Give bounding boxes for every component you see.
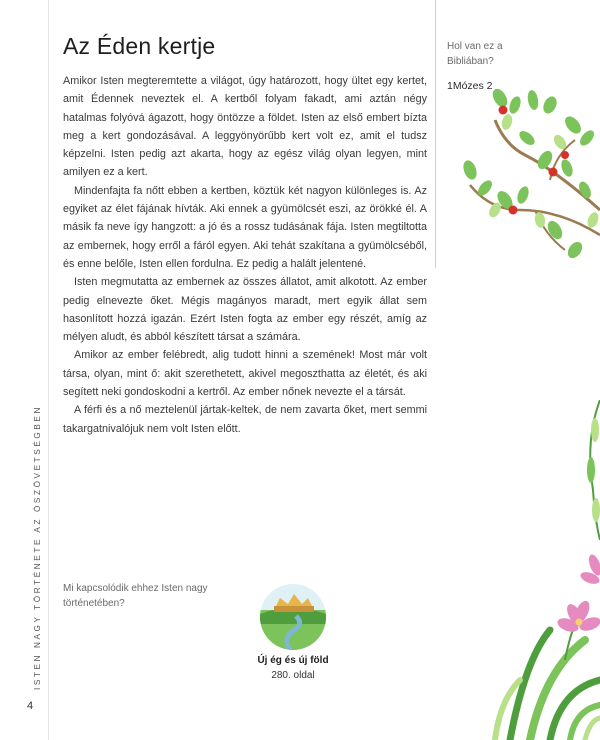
paragraph-1: Amikor Isten megteremtette a világot, úgy határozott, hogy ültet egy kertet, amit Édennek neveztek el. A kertből folyam fakadt, ami aztán négy hatalmas folyóvá ágazott, hogy öntözze a földet. Isten az első embert bízta meg a kert gondozásával. A leggyönyörűbb kert volt ez, amit el tudsz képzelni. Isten pedig azt akarta, hogy az egész világ olyan legyen, mint amilyen ez a kert. — [63, 75, 427, 179]
related-story-title[interactable]: Új ég és új föld — [257, 655, 329, 666]
edge-leaves-illustration — [555, 400, 600, 540]
page-title: Az Éden kertje — [63, 33, 216, 59]
connection-question: Mi kapcsolódik ehhez Isten nagy történetében? — [63, 583, 208, 609]
bible-reference: 1Mózes 2 — [447, 80, 493, 92]
story-text — [63, 72, 427, 438]
page-number: 4 — [27, 700, 34, 712]
paragraph-2: Mindenfajta fa nőtt ebben a kertben, köztük két nagyon különleges is. Az egyiket az élet fájának hívták. Aki ennek a gyümölcsét eszi, az örökké él. A másik fa neve így hangzott: a jó és a rossz tudásának fája. Isten megtiltotta az embernek, hogy erről a fáról egyen. Aki tehát szakítana a gyümölcséből, és enne belőle, Isten ellen fordulna. Ez pedig a halált jelentené. — [63, 184, 427, 270]
flowering-plant-illustration — [490, 540, 600, 740]
new-heaven-earth-thumbnail[interactable] — [260, 584, 326, 650]
book-title-vertical: ISTEN NAGY TÖRTÉNETE AZ ÓSZÖVETSÉGBEN — [33, 404, 42, 690]
left-margin-rule — [48, 0, 49, 740]
related-story-page: 280. oldal — [271, 670, 315, 681]
sidebar-divider — [435, 0, 436, 268]
tree-branch-illustration — [455, 60, 600, 290]
paragraph-4: Amikor az ember felébredt, alig tudott hinni a szemének! Most már volt társa, olyan, mint ő: akit szerethetett, akivel megoszthatta az életét, és aki segített neki gondoskodni a kertről. Az ember nőnek nevezte el a társát. — [63, 349, 427, 399]
paragraph-3: Isten megmutatta az embernek az összes állatot, amit alkotott. Az ember pedig elnevezte őket. Mégis magányos maradt, mert egyik állat sem hasonlított hozzá igazán. Ezért Isten fogta az ember egy részét, amíg az mélyen aludt, és abból készített társat a számára. — [63, 276, 427, 344]
paragraph-5: A férfi és a nő meztelenül jártak-keltek, de nem zavarta őket, mert semmi takargatnivalójuk nem volt Isten előtt. — [63, 404, 427, 435]
bible-location-question: Hol van ez a Bibliában? — [447, 41, 503, 67]
